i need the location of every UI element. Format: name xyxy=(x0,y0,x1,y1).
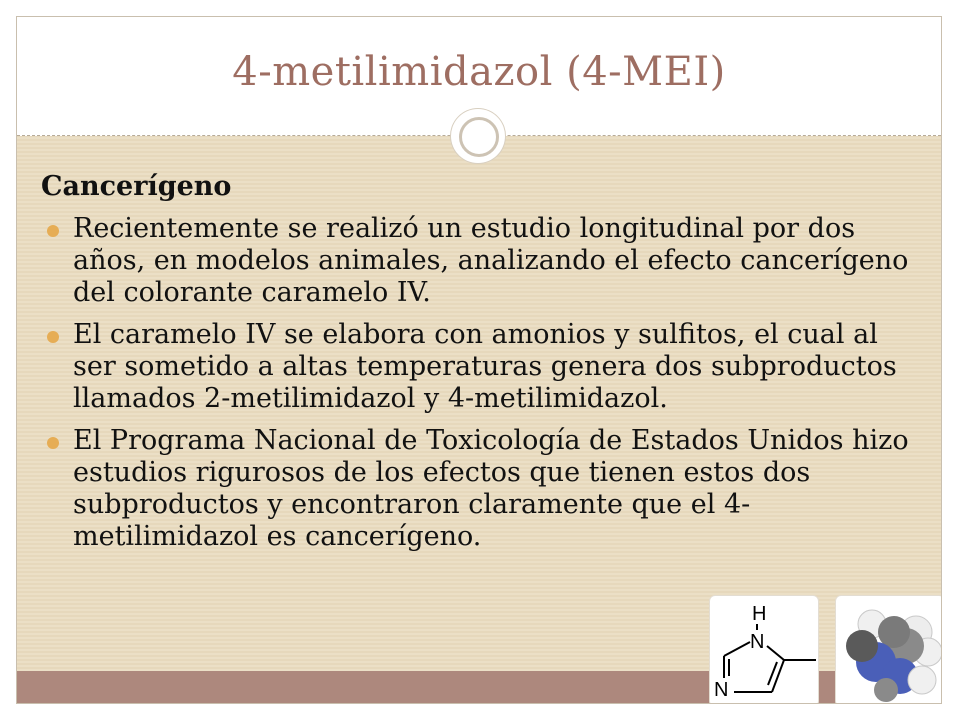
bullet-text: Recientemente se realizó un estudio longitudinal por dos años, en modelos animales, analizando el efecto cancerígeno del colorante caramelo IV. xyxy=(73,213,909,308)
bullet-item xyxy=(41,425,921,553)
atom-label-h: H xyxy=(752,603,767,625)
atom-label-n-top: N xyxy=(750,631,765,653)
bond-lines xyxy=(724,624,816,692)
atom-label-n-bottom: N xyxy=(714,679,729,701)
imidazole-structure-icon xyxy=(710,596,818,704)
bullet-item xyxy=(41,319,921,415)
circle-ornament-icon xyxy=(451,109,505,163)
space-filling-molecule-icon xyxy=(836,596,942,704)
circle-ornament-ring xyxy=(459,117,499,157)
bullet-dot-icon xyxy=(47,437,59,449)
bullet-list xyxy=(41,213,921,553)
bullet-dot-icon xyxy=(47,225,59,237)
structural-formula-image xyxy=(709,595,819,704)
bullet-text: El caramelo IV se elabora con amonios y sulfitos, el cual al ser sometido a altas temperaturas genera dos subproductos llamados 2-metilimidazol y 4-metilimidazol. xyxy=(73,319,897,414)
slide-title: 4-metilimidazol (4-MEI) xyxy=(232,49,726,95)
slide-frame xyxy=(16,16,942,704)
molecule-model-image xyxy=(835,595,942,704)
bullet-text: El Programa Nacional de Toxicología de Estados Unidos hizo estudios rigurosos de los efectos que tienen estos dos subproductos y encontraron claramente que el 4-metilimidazol es cancerígeno. xyxy=(73,425,909,552)
bullet-dot-icon xyxy=(47,331,59,343)
content xyxy=(41,171,921,563)
section-heading: Cancerígeno xyxy=(41,171,232,202)
bullet-item xyxy=(41,213,921,309)
